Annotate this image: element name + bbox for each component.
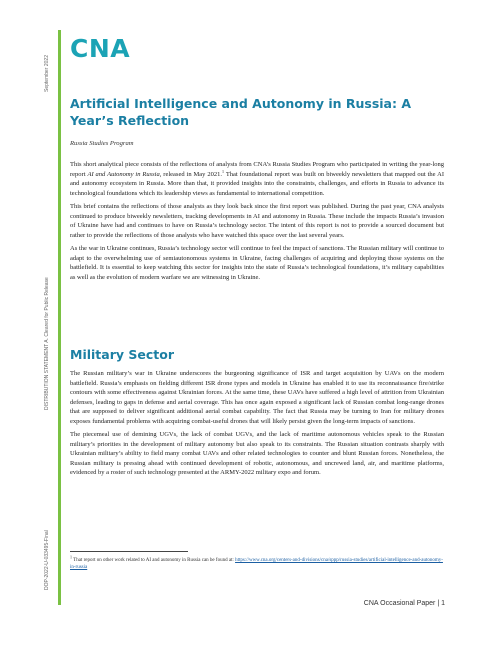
cna-logo: CNA <box>70 34 131 63</box>
footnote-divider <box>70 551 188 552</box>
footnote-ref[interactable]: 1 <box>222 168 224 174</box>
footnote: $^1$ That report on other work related to AI and autonomy in Russia can be found at: https://www.cna.org/centers-and-divisions/cna/sppp/russia-studies/artificial-intelligence-and-autonomy-in-russia <box>70 554 443 571</box>
intro-section <box>70 160 444 283</box>
section-heading-military: Military Sector <box>70 347 174 362</box>
document-title: Artificial Intelligence and Autonomy in Russia: A Year’s Reflection <box>70 96 412 128</box>
military-paragraph-2: The piecemeal use of demining UGVs, the lack of combat UGVs, and the lack of maritime autonomous vehicles speak to the Russian military’s priorities in the development of military autonomy but also speak to its constraints. The Russian situation contrasts sharply with Ukrainian military’s ability to field many combat UAVs and other related technologies to counter and blunt Russian forces. Nonetheless, the Russian military is pressing ahead with continued development of robotic, autonomous, and uncrewed land, air, and maritime platforms, evidenced by a roster of such technology presented at the ARMY-2022 military expo and forum. <box>70 431 444 477</box>
page-footer: CNA Occasional Paper | 1 <box>363 600 445 607</box>
military-section <box>70 369 444 478</box>
side-document-id: DOP-2022-U-033495-Final <box>44 530 50 590</box>
side-date: September 2022 <box>44 55 50 92</box>
green-margin-bar <box>58 30 61 605</box>
intro-paragraph-3: As the war in Ukraine continues, Russia’s technology sector will continue to feel the impact of sanctions. The Russian military will continue to adapt to the overwhelming use of semiautonomous systems in Ukraine, facing challenges of acquiring and deploying those systems on the battlefield. It is essential to keep watching this sector for insights into the state of Russia’s technological foundations, it’s military capabilities as well as the evolution of modern warfare we are witnessing in Ukraine. <box>70 245 444 282</box>
military-paragraph-1: The Russian military’s war in Ukraine underscores the burgeoning significance of ISR and target acquisition by UAVs on the modern battlefield. Russia’s emphasis on fielding different ISR drone types and models in Ukraine has enabled it to use its reconnaissance fire/strike contours with some effectiveness against Ukrainian forces. At the same time, these UAVs have suffered a high level of attrition from Ukrainian defenses, leading to gaps in defense and aerial coverage. This has once again exposed a significant lack of Russian combat long-range drones that are supposed to deliver significant additional aerial combat capability. The fact that Russia may be turning to Iran for military drones exposes fundamental problems with acquiring combat-useful drones that will likely persist given the long-term impacts of sanctions. <box>70 370 444 425</box>
intro-paragraph-2: This brief contains the reflections of those analysts as they look back since the first report was published. During the past year, CNA analysts continued to produce biweekly newsletters, tracking developments in AI and autonomy in Russia. These include the impacts Russia’s invasion of Ukraine have had and continues to have on Russia’s technology sector. The intent of this report is not to provide a sourced document but rather to provide the reflections of those analysts who have watched this space over the last several years. <box>70 203 444 239</box>
document-subtitle: Russia Studies Program <box>70 140 134 147</box>
intro-paragraph-1: This short analytical piece consists of the reflections of analysts from CNA’s Russia Studies Program who participated in writing the year-long report AI and Autonomy in Russia, released in May 2021.$^1$ That foundational report was built on biweekly newsletters that mapped out the AI and autonomy ecosystem in Russia. More than that, it provided insights into the constraints, challenges, and efforts in Russia to advance its technological foundations which its leadership views as fundamental to international competition. <box>70 161 444 197</box>
footnote-link[interactable]: https://www.cna.org/centers-and-divisions/cna/sppp/russia-studies/artificial-intelligence-and-autonomy-in-russia <box>70 558 443 571</box>
side-distribution-statement: DISTRIBUTION STATEMENT A. Cleared for Public Release <box>44 277 50 410</box>
